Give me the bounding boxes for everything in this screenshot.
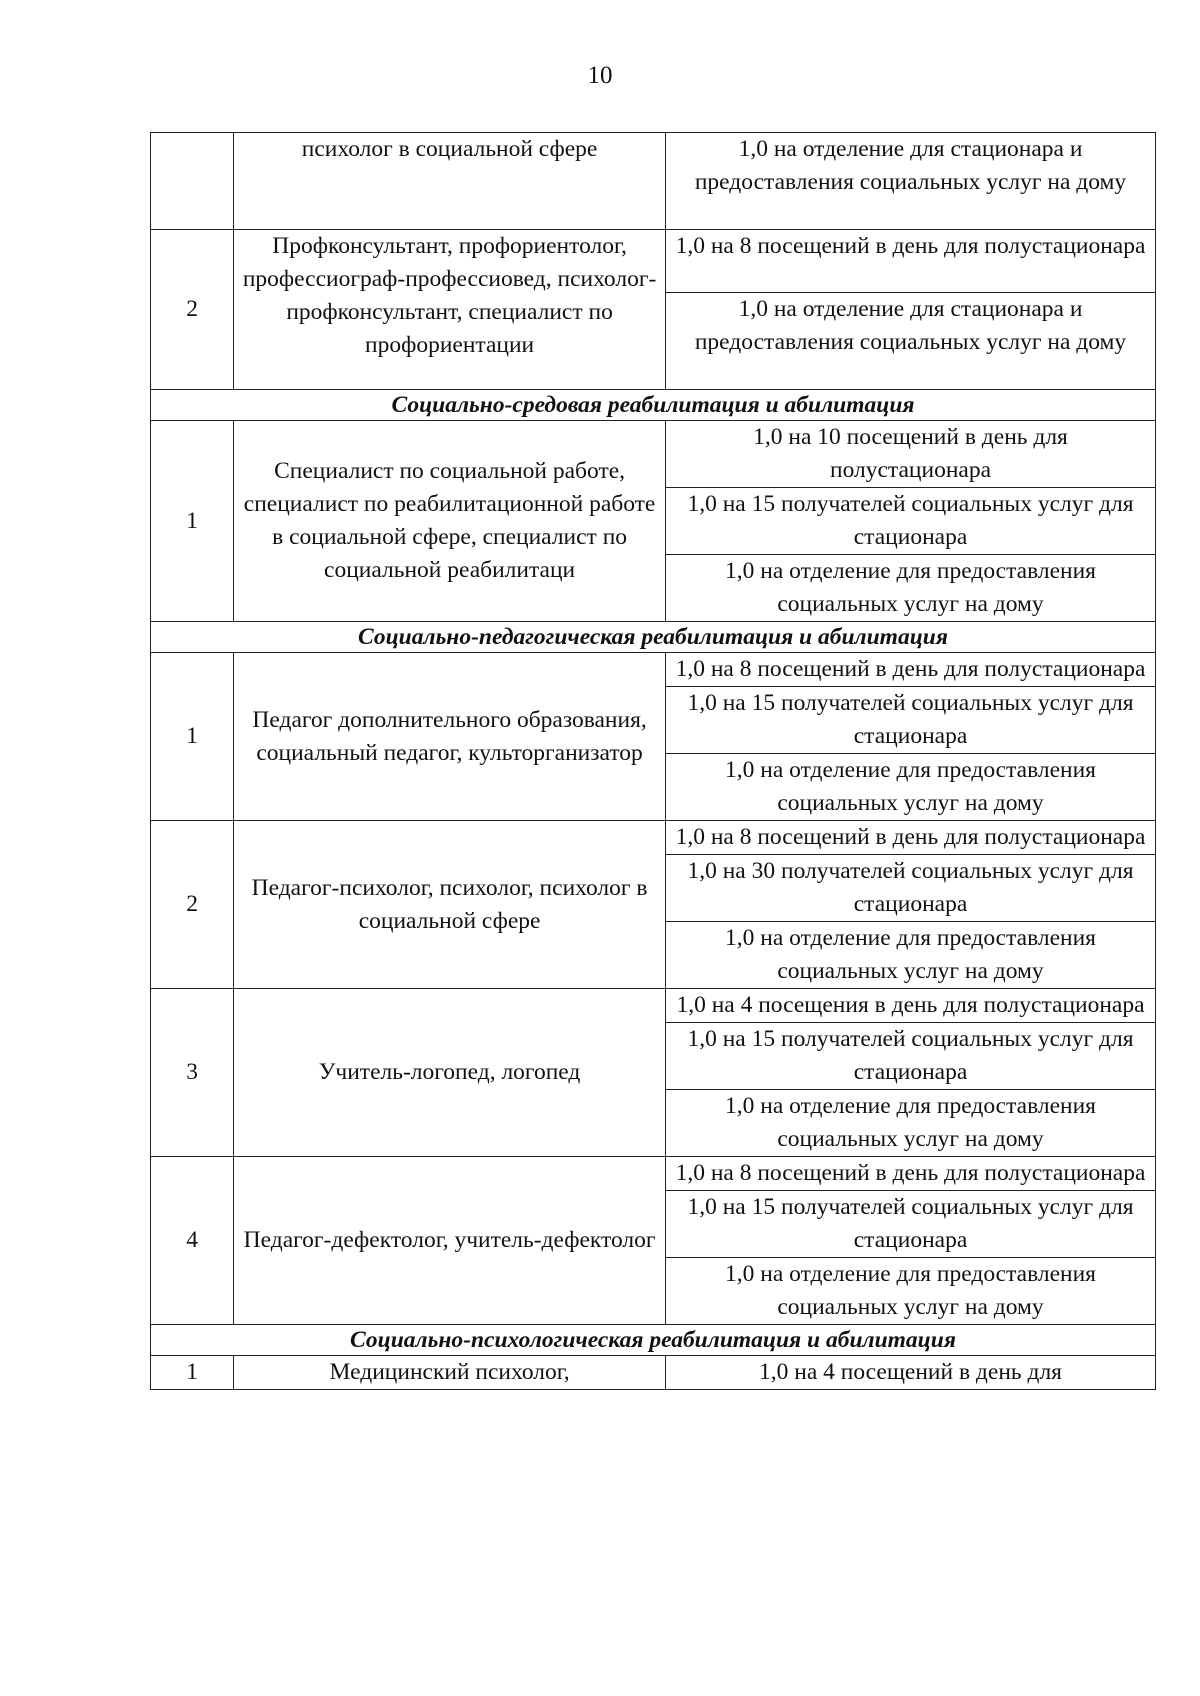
position-cell: Профконсультант, профориентолог, профессиограф-профессиовед, психолог-профконсультант, специалист по профориентации: [234, 230, 666, 390]
norm-cell: 1,0 на 8 посещений в день для полустационара: [666, 230, 1156, 293]
table-row: [151, 989, 1156, 1023]
norm-cell: 1,0 на отделение для предоставления социальных услуг на дому: [666, 555, 1156, 622]
row-number: 2: [151, 821, 234, 989]
norm-cell: 1,0 на 15 получателей социальных услуг для стационара: [666, 488, 1156, 555]
norm-cell: 1,0 на 8 посещений в день для полустационара: [666, 821, 1156, 855]
position-cell: Педагог дополнительного образования, социальный педагог, культорганизатор: [234, 653, 666, 821]
position-cell: Медицинский психолог,: [234, 1356, 666, 1390]
row-number: 1: [151, 1356, 234, 1390]
staffing-norms-table: [150, 132, 1156, 1390]
norm-cell: 1,0 на 8 посещений в день для полустационара: [666, 653, 1156, 687]
position-cell: психолог в социальной сфере: [234, 133, 666, 230]
table-row: [151, 421, 1156, 488]
row-number: 1: [151, 653, 234, 821]
norm-cell: 1,0 на 30 получателей социальных услуг для стационара: [666, 855, 1156, 922]
section-title: Социально-педагогическая реабилитация и абилитация: [151, 622, 1156, 653]
position-cell: Педагог-психолог, психолог, психолог в социальной сфере: [234, 821, 666, 989]
norm-cell: 1,0 на отделение для предоставления социальных услуг на дому: [666, 1090, 1156, 1157]
norm-cell: 1,0 на отделение для предоставления социальных услуг на дому: [666, 1258, 1156, 1325]
norm-cell: 1,0 на отделение для стационара и предоставления социальных услуг на дому: [666, 133, 1156, 230]
table-row: [151, 230, 1156, 293]
norm-cell: 1,0 на отделение для предоставления социальных услуг на дому: [666, 754, 1156, 821]
table-row: [151, 1356, 1156, 1390]
table-row: [151, 653, 1156, 687]
norm-cell: 1,0 на 8 посещений в день для полустационара: [666, 1157, 1156, 1191]
row-number: 4: [151, 1157, 234, 1325]
norm-cell: 1,0 на 15 получателей социальных услуг для стационара: [666, 687, 1156, 754]
section-title: Социально-средовая реабилитация и абилитация: [151, 390, 1156, 421]
norm-cell: 1,0 на 15 получателей социальных услуг для стационара: [666, 1023, 1156, 1090]
page-number: 10: [587, 62, 613, 89]
norm-cell: 1,0 на 4 посещений в день для: [666, 1356, 1156, 1390]
table-row: [151, 133, 1156, 230]
norm-cell: 1,0 на отделение для стационара и предоставления социальных услуг на дому: [666, 293, 1156, 390]
norm-cell: 1,0 на 10 посещений в день для полустационара: [666, 421, 1156, 488]
row-number: 1: [151, 421, 234, 622]
norm-cell: 1,0 на отделение для предоставления социальных услуг на дому: [666, 922, 1156, 989]
position-cell: Педагог-дефектолог, учитель-дефектолог: [234, 1157, 666, 1325]
position-cell: Учитель-логопед, логопед: [234, 989, 666, 1157]
section-row: [151, 390, 1156, 421]
table-row: [151, 1157, 1156, 1191]
row-number: 3: [151, 989, 234, 1157]
section-title: Социально-психологическая реабилитация и абилитация: [151, 1325, 1156, 1356]
norm-cell: 1,0 на 4 посещения в день для полустационара: [666, 989, 1156, 1023]
row-number: 2: [151, 230, 234, 390]
table-row: [151, 821, 1156, 855]
row-number: [151, 133, 234, 230]
norm-cell: 1,0 на 15 получателей социальных услуг для стационара: [666, 1191, 1156, 1258]
section-row: [151, 622, 1156, 653]
section-row: [151, 1325, 1156, 1356]
position-cell: Специалист по социальной работе, специалист по реабилитационной работе в социальной сфере, специалист по социальной реабилитаци: [234, 421, 666, 622]
